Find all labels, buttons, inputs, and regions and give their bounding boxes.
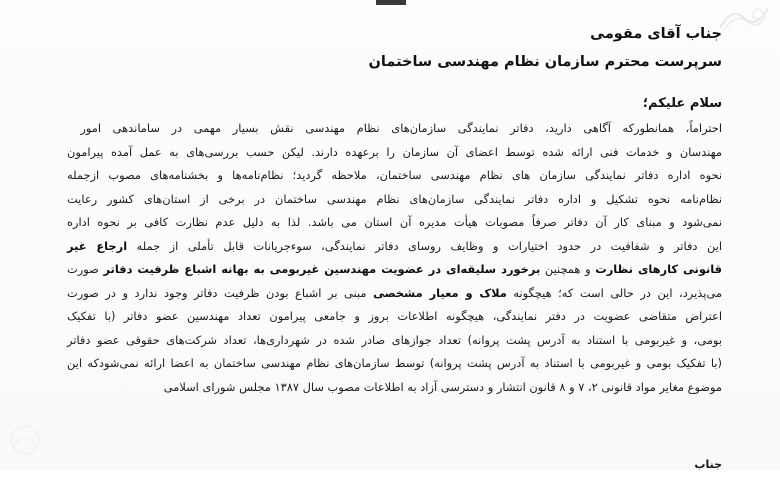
line-text: موضوع مغایر مواد قانونی ۲، ۷ و ۸ قانون انتشار و دسترسی آزاد به اطلاعات مصوب سال ۱۳۸۷ مجلس شورای اسلامی [163,379,722,394]
line-text: بومی، و غیربومی با استناد به آدرس پشت پروانه) تعداد جوازهای صادر شده در شهرداری‌ها، تعداد شرکت‌های حقوقی عضو دفاتر [67,332,722,347]
emphasized-text: ملاک و معیار مشخصی [373,285,507,300]
paragraph-line [67,235,722,259]
paragraph-line [67,258,722,282]
line-text: نظام‌نامه نحوه تشکیل و اداره دفاتر نمایندگی سازمان‌های نظام مهندسی ساختمان در برخی از استان‌های کشور رعایت [67,191,722,206]
paragraph-line [67,188,722,212]
top-edge-mark [376,0,406,5]
paragraph-line [67,282,722,306]
line-text: مبنی بر اشباع بودن ظرفیت دفاتر وجود ندارد و در صورت [67,285,374,300]
line-text: احتراماً، همانطورکه آگاهی دارید، دفاتر نمایندگی سازمان‌های نظام مهندسی نقش بسیار مهمی در ساماندهی امور [80,121,722,135]
cut-off-text: جناب [694,458,722,471]
addressee-role: سرپرست محترم سازمان نظام مهندسی ساختمان [368,54,722,70]
line-text: (با تفکیک بومی و غیربومی با استناد به آدرس پشت پروانه) توسط سازمان‌های نظام مهندسی ساختمان به اعضا ارائه نمی‌شودکه این [67,356,722,370]
line-text: مهندسان و خدمات فنی ارائه شده توسط اعضای آن سازمان را برعهده دارند. لیکن حسب بررسی‌های به عمل آمده پیرامون [67,144,722,159]
letter-body [67,22,722,399]
paragraph-line [67,329,722,353]
line-text: این دفاتر و شفافیت در حدود اختیارات و وظایف روسای دفاتر نمایندگی، سوءجریانات قابل تأملی از جمله [127,238,722,253]
paragraph-line [67,211,722,235]
paragraph-line [67,352,722,376]
emphasized-text: قانونی کارهای نظارت [595,262,722,276]
addressee-title: جناب آقای مقومی [590,26,722,42]
watermark-emblem-icon [718,4,770,32]
greeting: سلام علیکم؛ [642,96,722,111]
emphasized-text: ارجاع غیر [67,238,128,253]
line-text: نمی‌شود و مبنای کار آن دفاتر صرفاً مصوبات هیأت مدیره آن استان می باشد. لذا به دلیل عدم نظارت کافی بر نحوه اداره [67,215,722,229]
line-text: و همچنین [540,262,596,276]
line-text: صورت [67,262,104,276]
emphasized-text: برخورد سلیقه‌ای در عضویت مهندسین غیربومی به بهانه اشباع ظرفیت دفاتر [103,262,541,276]
paragraph-line [67,305,722,329]
paragraph-line [67,117,722,141]
watermark-corner-icon [5,420,45,460]
cut-off-line [682,458,722,478]
line-text: می‌پذیرد، این در حالی است که؛ هیچگونه [506,285,722,300]
paragraph-line [67,141,722,165]
paragraph-line [67,164,722,188]
line-text: نحوه اداره دفاتر نمایندگی سازمان های نظام مهندسی ساختمان، ملاحظه گردید؛ نظام‌نامه‌ها و بخشنامه‌های مصوب ازجمله [67,168,722,182]
paragraph-line [67,376,722,400]
line-text: اعتراض متقاضی عضویت در دفتر نمایندگی، هیچگونه اطلاعات بروز و جامعی پیرامون تعداد مهندسین عضو دفاتر (با تفکیک [67,309,722,323]
letter-paragraph [67,117,722,399]
